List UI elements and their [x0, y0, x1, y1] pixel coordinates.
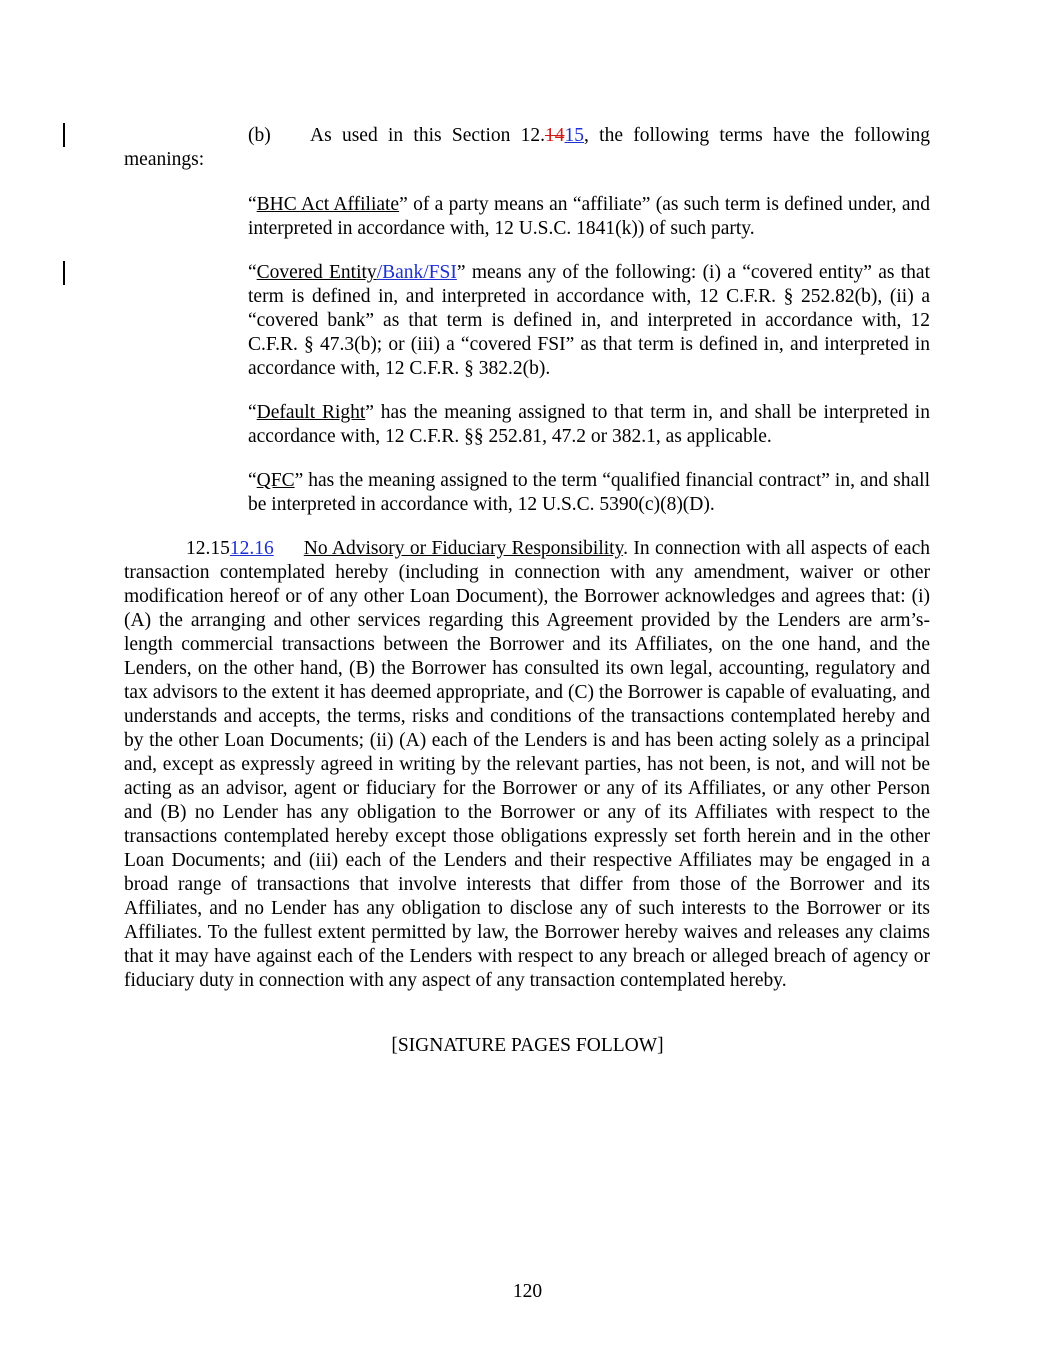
paragraph-b-lead: As used in this Section 12.	[310, 125, 546, 146]
definition-covered-entity	[248, 261, 930, 381]
change-bar	[63, 123, 65, 147]
change-bar	[63, 261, 65, 285]
definition-body: ” has the meaning assigned to that term in, and shall be interpreted in accordance with, 12 C.F.R. §§ 252.81, 47.2 or 382.1, as applicable.	[248, 402, 930, 447]
paragraph-b-tail: , the following terms have the following meanings:	[124, 125, 930, 170]
signature-pages-note: [SIGNATURE PAGES FOLLOW]	[391, 1035, 664, 1056]
defined-term: Default Right	[256, 402, 366, 423]
old-section-number: 12.15	[186, 538, 230, 559]
definition-body: ” has the meaning assigned to the term “qualified financial contract” in, and shall be interpreted in accordance with, 12 U.S.C. 5390(c)(8)(D).	[248, 470, 930, 515]
section-body: . In connection with all aspects of each transaction contemplated hereby (including in connection with any amendment, waiver or other modification hereof or of any other Loan Document), the Borrower acknowledges and agrees that: (i) (A) the arranging and other services regarding this Agreement provided by the Lenders are arm’s-length commercial transactions between the Borrower and its Affiliates, on the one hand, and the Lenders, on the other hand, (B) the Borrower has consulted its own legal, accounting, regulatory and tax advisors to the extent it has deemed appropriate, and (C) the Borrower is capable of evaluating, and understands and accepts, the terms, risks and conditions of the transactions contemplated hereby and by the other Loan Documents; (ii) (A) each of the Lenders is and has been acting solely as a principal and, except as expressly agreed in writing by the relevant parties, has not been, is not, and will not be acting as an advisor, agent or fiduciary for the Borrower or any of its Affiliates, or any other Person and (B) no Lender has any obligation to the Borrower or any of its Affiliates with respect to the transactions contemplated hereby except those obligations expressly set forth herein and in the other Loan Documents; and (iii) each of the Lenders and their respective Affiliates may be engaged in a broad range of transactions that involve interests that differ from those of the Borrower and its Affiliates, and no Lender has any obligation to disclose any of such interests to the Borrower or its Affiliates. To the fullest extent permitted by law, the Borrower hereby waives and releases any claims that it may have against each of the Lenders with respect to any breach or alleged breach of agency or fiduciary duty in connection with any aspect of any transaction contemplated hereby.	[124, 538, 930, 991]
definition-bhc-act-affiliate	[248, 193, 930, 241]
open-quote: “	[248, 194, 257, 215]
paragraph-marker: (b)	[248, 125, 271, 146]
section-heading: No Advisory or Fiduciary Responsibility	[303, 538, 624, 559]
definition-default-right	[248, 401, 930, 449]
page-number: 120	[512, 1281, 543, 1302]
open-quote: “	[248, 470, 257, 491]
inserted-reference: 15	[564, 125, 585, 146]
section-number-gap	[274, 537, 304, 561]
defined-term: QFC	[256, 470, 295, 491]
open-quote: “	[248, 262, 257, 283]
defined-term: BHC Act Affiliate	[256, 194, 400, 215]
deleted-reference: 14	[545, 125, 565, 146]
definition-body: ” of a party means an “affiliate” (as such term is defined under, and interpreted in accordance with, 12 U.S.C. 1841(k)) of such party.	[248, 194, 931, 239]
new-section-number: 12.16	[229, 538, 274, 559]
section-12-16	[124, 537, 930, 993]
defined-term: Covered Entity	[256, 262, 377, 283]
paragraph-b-text	[124, 124, 930, 172]
definition-body: ” means any of the following: (i) a “covered entity” as that term is defined in, and interpreted in accordance with, 12 C.F.R. § 252.82(b), (ii) a “covered bank” as that term is defined in, and interpreted in accordance with, 12 C.F.R. § 47.3(b); or (iii) a “covered FSI” as that term is defined in, and interpreted in accordance with, 12 C.F.R. § 382.2(b).	[248, 262, 930, 379]
paragraph-b	[124, 124, 930, 172]
open-quote: “	[248, 402, 257, 423]
inserted-term-suffix: /Bank/FSI	[376, 262, 457, 283]
definition-qfc	[248, 469, 930, 517]
